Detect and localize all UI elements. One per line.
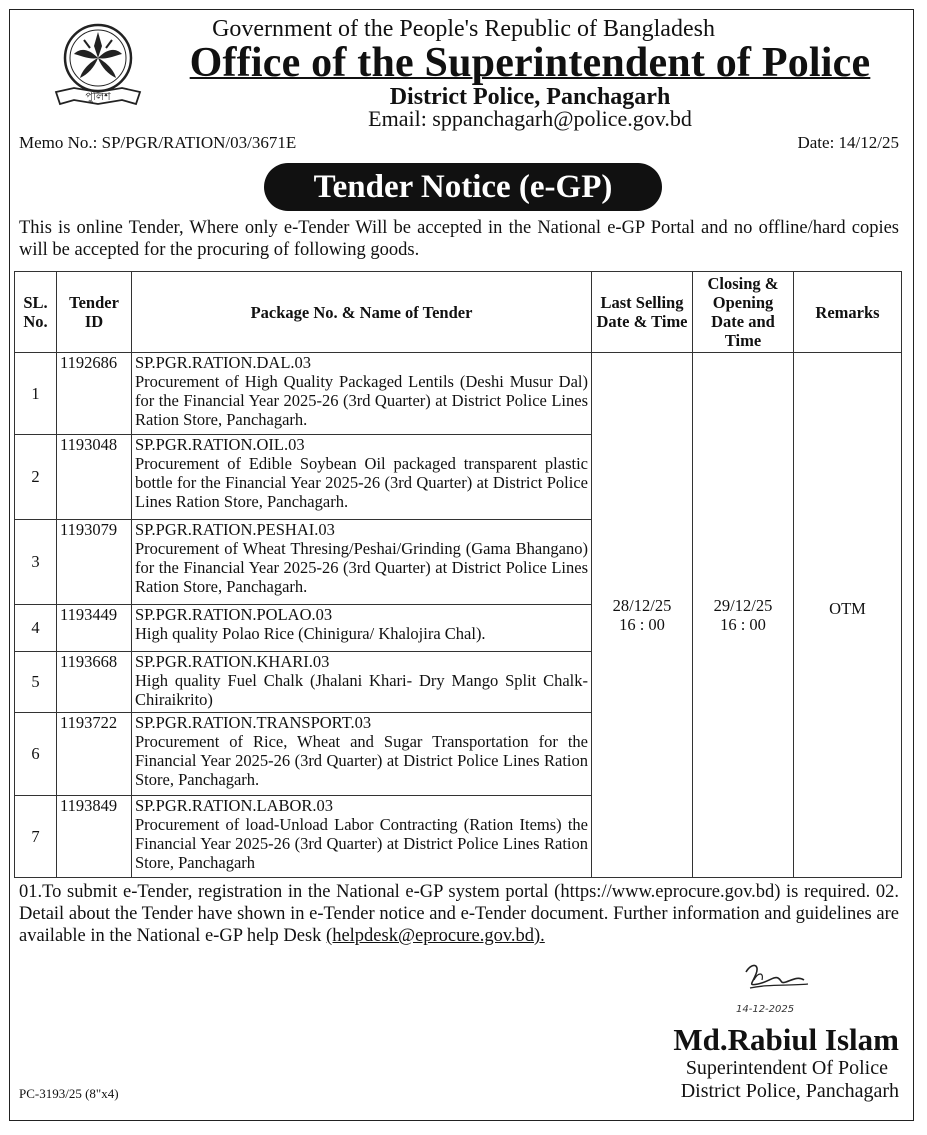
footer-code: PC-3193/25 (8"x4) — [19, 1086, 119, 1101]
package-name: High quality Polao Rice (Chinigura/ Khalojira Chal). — [135, 624, 486, 643]
row-sl: 6 — [15, 713, 57, 796]
last-selling-cell — [592, 353, 693, 878]
row-tender-id: 1193668 — [57, 652, 132, 713]
page-title: Tender Notice (e-GP) — [264, 163, 662, 211]
package-name: Procurement of Wheat Thresing/Peshai/Grinding (Gama Bhangano) for the Financial Year 2025-26 (3rd Quarter) at District Police Lines Ration Store, Panchagarh. — [135, 539, 588, 596]
row-tender-id: 1193048 — [57, 435, 132, 520]
package-number: SP.PGR.RATION.LABOR.03 — [135, 796, 334, 815]
row-tender-id: 1193722 — [57, 713, 132, 796]
row-tender-id: 1193849 — [57, 796, 132, 878]
package-name: Procurement of High Quality Packaged Lentils (Deshi Musur Dal) for the Financial Year 2025-26 (3rd Quarter) at District Police Lines Ration Store, Panchagarh. — [135, 372, 588, 429]
package-number: SP.PGR.RATION.POLAO.03 — [135, 605, 333, 624]
signature-date: 14-12-2025 — [736, 1004, 795, 1015]
remarks-cell — [794, 353, 902, 878]
table-row — [15, 353, 902, 435]
signature-image — [728, 954, 818, 1016]
package-name: High quality Fuel Chalk (Jhalani Khari- Dry Mango Split Chalk-Chiraikrito) — [135, 671, 588, 709]
row-sl: 5 — [15, 652, 57, 713]
package-name: Procurement of Rice, Wheat and Sugar Transportation for the Financial Year 2025-26 (3rd Quarter) at District Police Lines Ration Store, Panchagarh. — [135, 732, 588, 789]
row-sl: 3 — [15, 520, 57, 605]
closing-date: 29/12/25 — [713, 596, 773, 615]
row-sl: 1 — [15, 353, 57, 435]
signatory-name: Md.Rabiul Islam — [673, 1022, 899, 1057]
office-heading: Office of the Superintendent of Police — [189, 40, 871, 86]
district-heading: District Police, Panchagarh — [389, 84, 671, 110]
package-number: SP.PGR.RATION.KHARI.03 — [135, 652, 330, 671]
header-tender-id: Tender ID — [57, 272, 132, 353]
government-heading: Government of the People's Republic of Bangladesh — [212, 16, 715, 42]
signatory-designation: Superintendent Of Police — [685, 1057, 888, 1079]
row-package — [132, 652, 592, 713]
header-closing: Closing & Opening Date and Time — [693, 272, 794, 353]
row-sl: 4 — [15, 605, 57, 652]
package-name: Procurement of load-Unload Labor Contracting (Ration Items) the Financial Year 2025-26 (3rd Quarter) at District Police Lines Ration Store, Panchagarh — [135, 815, 588, 872]
remarks-value: OTM — [829, 598, 866, 618]
row-sl: 7 — [15, 796, 57, 878]
table-header-row — [15, 272, 902, 353]
helpdesk-email-link[interactable]: (helpdesk@eprocure.gov.bd). — [326, 926, 545, 946]
email-line: Email: sppanchagarh@police.gov.bd — [368, 106, 692, 131]
package-number: SP.PGR.RATION.PESHAI.03 — [135, 520, 335, 539]
row-package — [132, 353, 592, 435]
closing-cell — [693, 353, 794, 878]
row-package — [132, 605, 592, 652]
signatory-office: District Police, Panchagarh — [680, 1080, 899, 1102]
row-sl: 2 — [15, 435, 57, 520]
row-package — [132, 435, 592, 520]
header-last-selling: Last Selling Date & Time — [592, 272, 693, 353]
tender-table — [14, 271, 902, 878]
last-selling-time: 16 : 00 — [619, 615, 665, 634]
package-name: Procurement of Edible Soybean Oil packaged transparent plastic bottle for the Financial Year 2025-26 (3rd Quarter) at District Police Lines Ration Store, Panchagarh. — [135, 454, 588, 511]
row-tender-id: 1193449 — [57, 605, 132, 652]
package-number: SP.PGR.RATION.DAL.03 — [135, 353, 312, 372]
memo-date: Date: 14/12/25 — [797, 133, 899, 152]
row-package — [132, 796, 592, 878]
header-package: Package No. & Name of Tender — [132, 272, 592, 353]
header-remarks: Remarks — [794, 272, 902, 353]
closing-time: 16 : 00 — [720, 615, 766, 634]
notes-paragraph — [19, 881, 899, 947]
package-number: SP.PGR.RATION.OIL.03 — [135, 435, 305, 454]
package-number: SP.PGR.RATION.TRANSPORT.03 — [135, 713, 372, 732]
memo-number: Memo No.: SP/PGR/RATION/03/3671E — [19, 133, 297, 152]
row-tender-id: 1193079 — [57, 520, 132, 605]
last-selling-date: 28/12/25 — [612, 596, 672, 615]
emblem-label: পুলিশ — [85, 90, 111, 103]
row-package — [132, 520, 592, 605]
row-tender-id: 1192686 — [57, 353, 132, 435]
intro-paragraph: This is online Tender, Where only e-Tender Will be accepted in the National e-GP Portal and no offline/hard copies will be accepted for the procuring of following goods. — [19, 218, 899, 260]
row-package — [132, 713, 592, 796]
notes-text: 01.To submit e-Tender, registration in the National e-GP system portal (https://www.eprocure.gov.bd) is required. 02. Detail about the Tender have shown in e-Tender notice and e-Tender document. Further information and guidelines are available in the National e-GP help Desk — [19, 882, 899, 946]
header-sl: SL. No. — [15, 272, 57, 353]
